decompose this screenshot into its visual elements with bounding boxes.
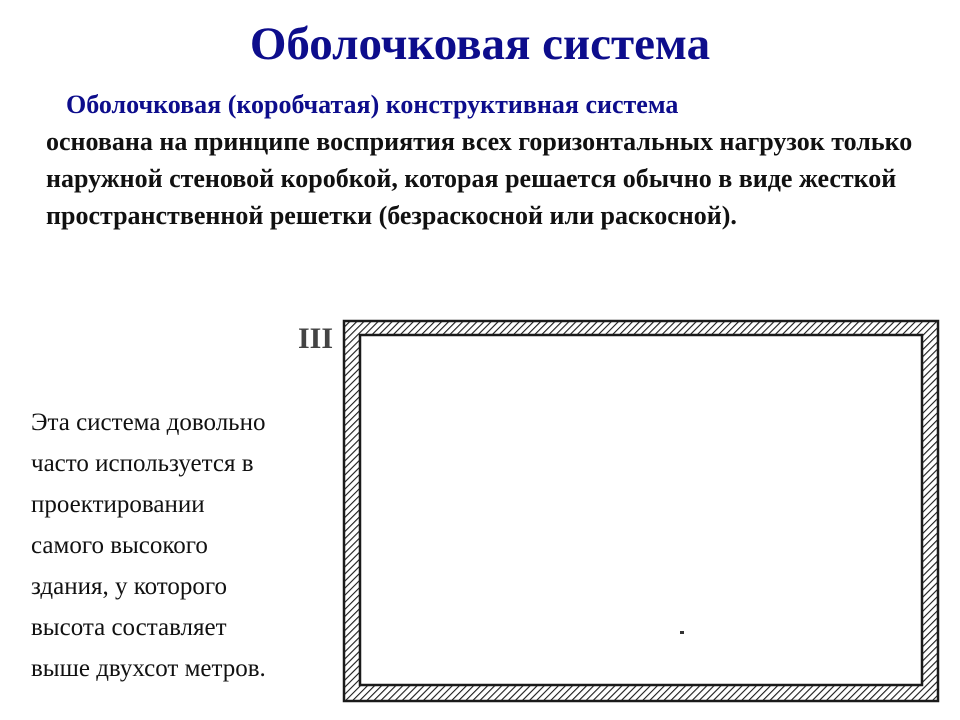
building-plan-drawing [296, 318, 950, 714]
lead-first-line: Оболочковая (коробчатая) конструктивная система [66, 90, 679, 119]
building-plan-figure [296, 318, 950, 714]
lead-paragraph [46, 86, 946, 234]
side-note: Эта система довольно часто используется в проектировании самого высокого здания, у которого высота составляет выше двухсот метров. [31, 409, 266, 682]
lead-rest: основана на принципе восприятия всех горизонтальных нагрузок только наружной стеновой коробкой, которая решается обычно в виде жесткой пространственной решетки (безраскосной или раскосной). [46, 127, 913, 230]
plan-dot [680, 631, 684, 634]
section-mark: III [298, 322, 334, 355]
inner-wall-outline [360, 335, 922, 685]
outer-wall-outline [344, 321, 938, 701]
outer-wall-band [344, 321, 938, 701]
slide-title: Оболочковая система [249, 18, 711, 70]
